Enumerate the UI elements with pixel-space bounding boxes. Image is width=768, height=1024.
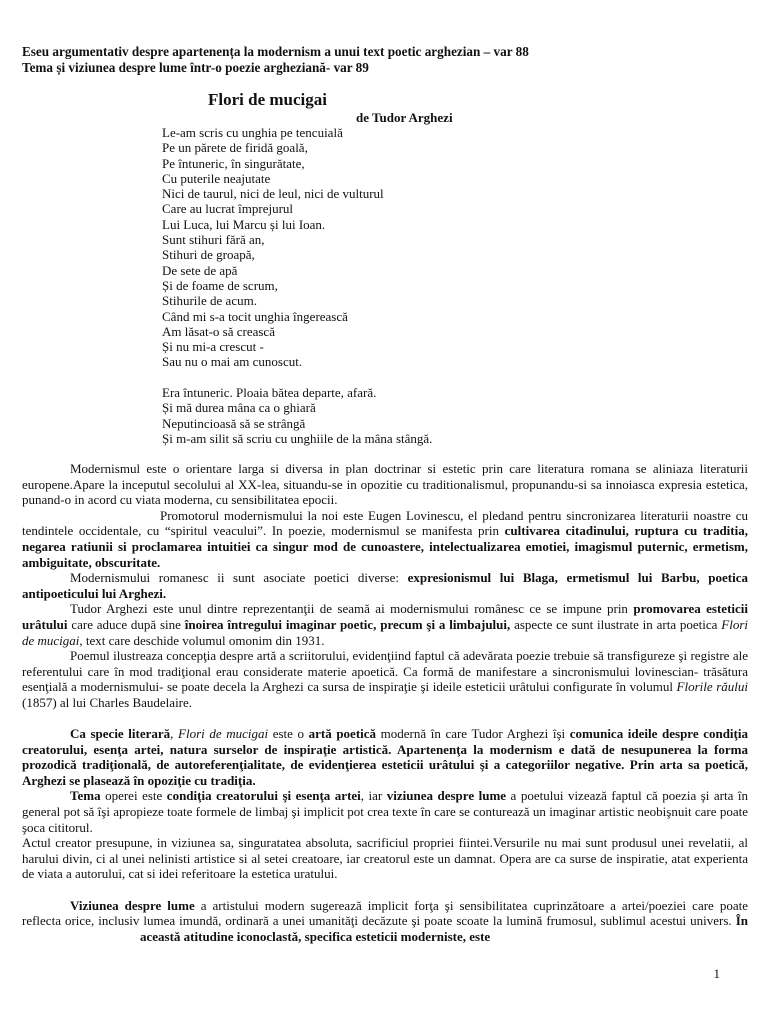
poem-verse: Le-am scris cu unghia pe tencuială [162, 125, 343, 140]
poem-verse: Care au lucrat împrejurul [162, 201, 294, 217]
poem-title: Flori de mucigai [208, 90, 327, 109]
essay-heading-var88: Eseu argumentativ despre apartenența la modernism a unui text poetic arghezian – var 88 [22, 44, 529, 59]
paragraph-modernism-definition: Modernismul este o orientare larga si diversa in plan doctrinar si estetic prin care literatura romana se aliniaza literaturii europene.Apare la inceputul secolului al XX-lea, situandu-se in opozitie cu traditionalismul, propunandu-si sa innoiasca expresia estetica, punand-o in acord cu viata moderna, cu sensibilitatea epocii. [22, 461, 748, 508]
poem-verse: Stihurile de acum. [162, 293, 257, 309]
poem-verse: Am lăsat-o să crească [162, 323, 275, 339]
poem-verse: Pe întuneric, în singurătate, [162, 155, 305, 171]
poem-verse: Și de foame de scrum, [162, 277, 278, 293]
poem-verse: Sunt stihuri fără an, [162, 232, 265, 248]
paragraph-creative-act: Actul creator presupune, in viziunea sa, singuratatea absoluta, sacrificiul propriei fiintei.Versurile nu mai sunt produsul unei revelatii, al harului divin, ci al unei nelinisti artistice si al setei creatoare, iar creatorul este un damnat. Opera are ca surse de inspiratie, atat experienta de viata a autorului, cat si idei referitoare la estetica uratului. [22, 835, 748, 882]
poem-verse: Sau nu o mai am cunoscut. [162, 354, 303, 370]
paragraph-theme: Tema operei este condiţia creatorului şi esenţa artei, iar viziunea despre lume a poetului vizează faptul că poezia şi arta în general pot să îşi apropieze toate formele de limbaj şi implicit pot crea texte în care se conturează un imaginar artistic neobişnuit care poate şoca cititorul. [22, 788, 748, 835]
poem-verse: Era întuneric. Ploaia bătea departe, afară. [162, 385, 377, 401]
poem-verse: Cu puterile neajutate [162, 170, 271, 186]
essay-body [22, 461, 748, 944]
poem-verse: Când mi s-a tocit unghia îngerească [162, 308, 348, 324]
poem-verse: Lui Luca, lui Marcu și lui Ioan. [162, 216, 326, 232]
essay-heading-var89: Tema și viziunea despre lume într-o poezie argheziană- var 89 [22, 60, 369, 75]
paragraph-arghezi: Tudor Arghezi este unul dintre reprezentanţii de seamă ai modernismului românesc ce se impune prin promovarea esteticii urâtului care aduce după sine înoirea întregului imaginar poetic, precum şi a limbajului, aspecte ce sunt ilustrate in arta poetica Flori de mucigai, text care deschide volumul omonim din 1931. [22, 601, 749, 648]
paragraph-baudelaire: Poemul ilustreaza concepţia despre artă a scriitorului, evidenţiind faptul că adevărata poezie trebuie să transfigureze şi registre ale referentului care în mod tradiţional erau considerate materie apoetică. Ca formă de manifestare a sincronismului lovinescian- trăsătura esenţială a modernismului- se poate decela la Arghezi ca sursa de inspiraţie şi ideile esteticii urâtului configurate în volumul Florile răului (1857) al lui Charles Baudelaire. [22, 648, 749, 710]
poem-verse: Pe un părete de firidă goală, [162, 140, 308, 156]
paragraph-worldview: Viziunea despre lume a artistului modern sugerează implicit forţa şi sensibilitatea cuprinzătoare a artei/poeziei care poate reflecta orice, inclusiv lumea imundă, ordinară a unei umanităţi decăzute şi poate scoate la lumină frumosul, sublimul acestui univers. Înaceastǎ atitudine iconoclastǎ, specifica esteticii moderniste, este [22, 897, 748, 944]
stanza-break [162, 370, 432, 385]
poem-verse: Și mă durea mâna ca o ghiară [162, 400, 316, 416]
poem-verse: Stihuri de groapă, [162, 247, 255, 263]
paragraph-lovinescu: Promotorul modernismului la noi este Eugen Lovinescu, el pledand pentru sincronizarea literaturii noastre cu tendintele occidentale, cu “spiritul veacului”. In poezie, modernismul se manifesta prin cultivarea citadinului, ruptura cu traditia, negarea ratiunii si proclamarea intuitiei ca singur mod de cunoastere, intelectualizarea emotiei, imagismul puternic, ermetism, ambiguitate, obscuritate. [22, 507, 748, 570]
poem-author: de Tudor Arghezi [356, 110, 453, 125]
paragraph-species: Ca specie literară, Flori de mucigai este o artă poetică modernă în care Tudor Arghezi îşi comunica ideile despre condiţia creatorului, esenţa artei, natura surselor de inspiraţie artistică. Apartenenţa la modernism e dată de nesupunerea la forma prozodică tradiţională, de autoreferenţialitate, de evidenţierea esteticii urâtului şi a categoriilor negative. Prin arta sa poetică, Arghezi se plasează în opoziţie cu tradiţia. [22, 726, 748, 788]
paragraph-poetics: Modernismului romanesc ii sunt asociate poetici diverse: expresionismul lui Blaga, ermetismul lui Barbu, poetica antipoeticului lui Arghezi. [22, 570, 748, 601]
poem-verse: Și m-am silit să scriu cu unghiile de la mâna stângă. [162, 430, 433, 446]
poem-verse: Nici de taurul, nici de leul, nici de vulturul [162, 186, 384, 202]
poem-verse: De sete de apă [162, 262, 238, 278]
page-number: 1 [713, 966, 720, 981]
poem-text [162, 125, 432, 446]
poem-verse: Și nu mi-a crescut - [162, 339, 264, 355]
poem-verse: Neputincioasă să se strângă [162, 415, 306, 431]
